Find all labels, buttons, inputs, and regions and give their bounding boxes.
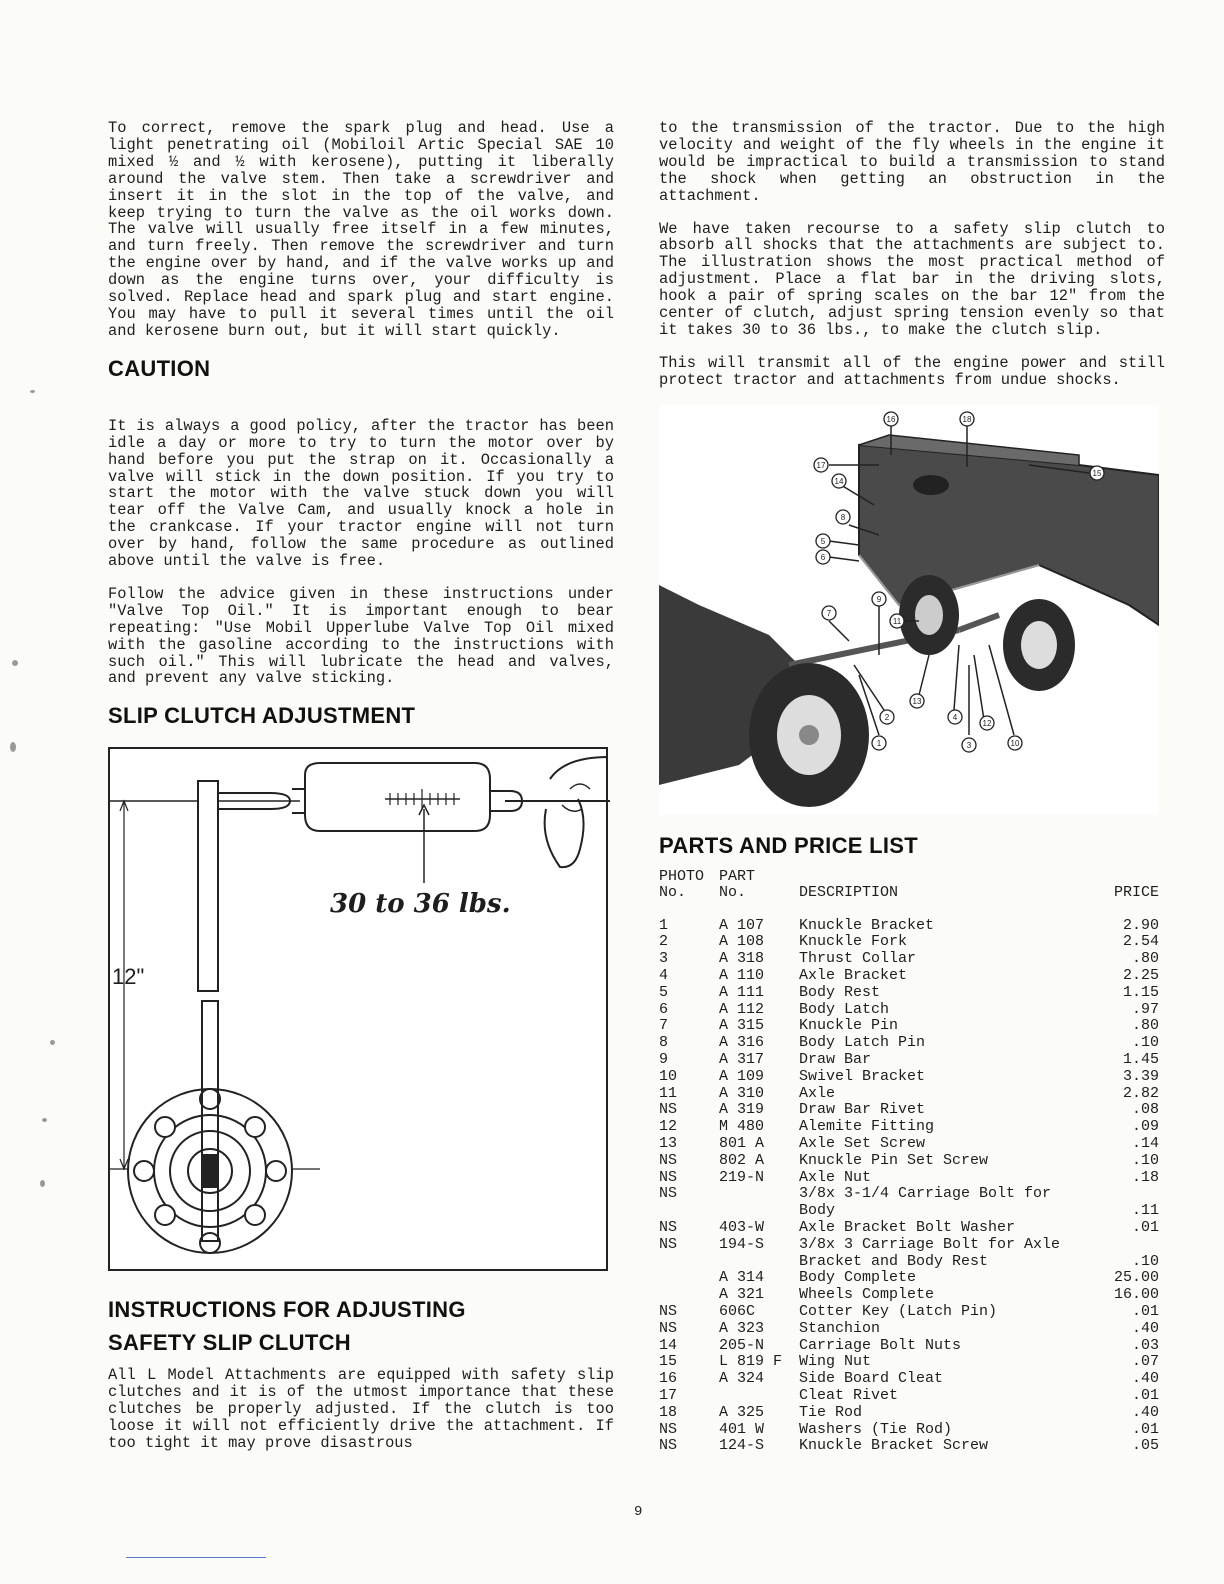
parts-row (659, 968, 1159, 985)
part-no-cell: A 315 (719, 1017, 765, 1035)
parts-row (659, 951, 1159, 968)
photo-no-cell: 13 (659, 1135, 678, 1153)
photo-no-cell: 1 (659, 916, 669, 934)
photo-no-cell: NS (659, 1319, 678, 1337)
callout-6 (816, 550, 830, 564)
engine-power-paragraph: This will transmit all of the engine power and still protect tractor and attachments from undue shocks. (659, 353, 1165, 389)
price-cell (1089, 1237, 1159, 1254)
clutch-drawing (110, 749, 610, 1273)
part-no-cell: A 317 (719, 1051, 765, 1069)
description-cell: Cotter Key (Latch Pin) (799, 1303, 998, 1321)
description-cell: Knuckle Bracket (799, 916, 935, 934)
description-cell: Wheels Complete (799, 1286, 935, 1304)
photo-no-cell: NS (659, 1437, 678, 1455)
svg-text:11: 11 (892, 616, 902, 626)
callout-7 (822, 606, 836, 620)
description-cell: Body Rest (799, 983, 881, 1001)
part-no-cell: 219-N (719, 1168, 765, 1186)
parts-row (659, 1304, 1159, 1321)
photo-no-cell: 17 (659, 1387, 678, 1404)
part-no-cell: 802 A (719, 1151, 765, 1169)
photo-no-cell: 10 (659, 1067, 678, 1085)
description-cell: Axle Set Screw (799, 1135, 926, 1153)
valve-top-oil-paragraph: Follow the advice given in these instructions under "Valve Top Oil." It is important enough to bear repeating: "Use Mobil Upperlube Valve Top Oil mixed with the gasoline according to the instructions with such oil." This will lubricate the head and valves, and prevent any valve sticking. (108, 584, 614, 688)
part-no-cell: A 323 (719, 1319, 765, 1337)
description-cell: Washers (Tie Rod) (799, 1420, 953, 1438)
parts-row (659, 934, 1159, 951)
cart-photo (659, 405, 1159, 815)
scan-speck (40, 1180, 45, 1187)
photo-no-cell: NS (659, 1101, 678, 1119)
page-number: 9 (634, 1504, 643, 1520)
photo-no-cell (659, 1287, 719, 1304)
price-cell: .10 (1131, 1034, 1159, 1052)
photo-no-cell: NS (659, 1219, 678, 1237)
description-cell: Axle (799, 1084, 836, 1102)
price-cell: .97 (1131, 1000, 1159, 1018)
svg-text:3: 3 (966, 740, 972, 750)
description-cell: Draw Bar (799, 1051, 872, 1069)
instructions-heading (108, 1293, 614, 1359)
price-cell: .80 (1131, 1017, 1159, 1035)
price-cell: .05 (1131, 1437, 1159, 1455)
description-cell: Axle Bracket Bolt Washer (799, 1219, 1016, 1237)
photo-no-cell: 9 (659, 1051, 669, 1069)
part-no-cell: A 316 (719, 1034, 765, 1052)
description-cell: Tie Rod (799, 1403, 863, 1421)
part-no-cell: 205-N (719, 1336, 765, 1354)
price-cell: 3.39 (1122, 1067, 1159, 1085)
price-cell: 25.00 (1113, 1269, 1159, 1287)
parts-row (659, 1371, 1159, 1388)
parts-row (659, 1018, 1159, 1035)
scan-speck (30, 390, 35, 393)
parts-row (659, 1170, 1159, 1187)
part-no-cell: A 110 (719, 967, 765, 985)
parts-row (659, 985, 1159, 1002)
parts-row (659, 1102, 1159, 1119)
photo-no-cell: 7 (659, 1017, 669, 1035)
description-cell: Bracket and Body Rest (799, 1252, 989, 1270)
description-cell: Wing Nut (799, 1353, 872, 1371)
photo-no-cell: NS (659, 1168, 678, 1186)
description-cell: 3/8x 3 Carriage Bolt for Axle (799, 1235, 1061, 1253)
parts-row (659, 1153, 1159, 1170)
price-cell: 2.25 (1122, 967, 1159, 985)
svg-text:13: 13 (912, 696, 922, 706)
part-no-cell: 401 W (719, 1420, 765, 1438)
callout-12 (980, 716, 994, 730)
svg-text:18: 18 (962, 414, 972, 424)
parts-row (659, 1338, 1159, 1355)
parts-header-row (659, 869, 1159, 902)
part-no-header: PART No. (719, 867, 756, 902)
photo-no-cell: 18 (659, 1403, 678, 1421)
part-no-cell: A 314 (719, 1269, 765, 1287)
price-cell: 2.54 (1122, 933, 1159, 951)
svg-text:17: 17 (816, 460, 826, 470)
parts-heading: PARTS AND PRICE LIST (659, 832, 919, 858)
price-cell: .03 (1131, 1336, 1159, 1354)
description-cell: Swivel Bracket (799, 1067, 926, 1085)
photo-no-cell: 6 (659, 1000, 669, 1018)
price-cell: .01 (1131, 1219, 1159, 1237)
description-cell: Knuckle Pin (799, 1017, 899, 1035)
callout-10 (1008, 736, 1022, 750)
svg-text:8: 8 (840, 512, 846, 522)
part-no-cell (719, 1388, 799, 1405)
parts-row (659, 1186, 1159, 1203)
slip-clutch-method-paragraph: We have taken recourse to a safety slip clutch to absorb all shocks that the attachments are subject to. The illustration shows the most practical method of adjustment. Place a flat bar in the driving slots, hook a pair of spring scales on the bar 12" from the center of clutch, adjust spring tension evenly so that it takes 30 to 36 lbs., to make the clutch slip. (659, 219, 1165, 339)
part-no-cell: M 480 (719, 1118, 765, 1136)
part-no-cell (719, 1203, 799, 1220)
callout-15 (1090, 466, 1104, 480)
photo-no-cell: 16 (659, 1370, 678, 1388)
parts-row (659, 1052, 1159, 1069)
parts-row (659, 1422, 1159, 1439)
parts-table (659, 869, 1159, 1456)
photo-no-cell (659, 1270, 719, 1287)
price-cell: .01 (1131, 1303, 1159, 1321)
price-cell: .40 (1131, 1403, 1159, 1421)
left-column (108, 120, 614, 1468)
callout-1 (872, 736, 886, 750)
parts-row (659, 1086, 1159, 1103)
instructions-heading-line1: INSTRUCTIONS FOR ADJUSTING (108, 1297, 466, 1323)
price-cell: .14 (1131, 1135, 1159, 1153)
part-no-cell: A 111 (719, 983, 765, 1001)
callout-2 (880, 710, 894, 724)
parts-row (659, 1254, 1159, 1271)
svg-text:4: 4 (952, 712, 958, 722)
photo-no-cell: NS (659, 1185, 678, 1203)
svg-text:1: 1 (876, 738, 882, 748)
slip-clutch-diagram (108, 747, 608, 1271)
scan-speck (50, 1040, 55, 1045)
part-no-cell: A 319 (719, 1101, 765, 1119)
description-cell: 3/8x 3-1/4 Carriage Bolt for (799, 1185, 1052, 1203)
price-cell: .18 (1131, 1168, 1159, 1186)
description-cell: Thrust Collar (799, 950, 917, 968)
description-cell: Carriage Bolt Nuts (799, 1336, 962, 1354)
parts-row (659, 1388, 1159, 1405)
right-column (659, 120, 1165, 1455)
photo-no-cell (659, 1254, 719, 1271)
description-cell: Alemite Fitting (799, 1118, 935, 1136)
description-header: DESCRIPTION (799, 884, 899, 902)
price-cell: 1.15 (1122, 983, 1159, 1001)
svg-text:14: 14 (834, 476, 844, 486)
photo-no-cell (659, 1203, 719, 1220)
parts-row (659, 1321, 1159, 1338)
photo-no-cell: NS (659, 1151, 678, 1169)
callout-16 (884, 412, 898, 426)
dimension-label: 12" (112, 964, 145, 990)
scale-reading-label: 30 to 36 lbs. (330, 889, 511, 920)
parts-row (659, 1119, 1159, 1136)
instructions-heading-line2: SAFETY SLIP CLUTCH (108, 1330, 351, 1356)
part-no-cell: A 324 (719, 1370, 765, 1388)
parts-row (659, 918, 1159, 935)
part-no-cell: A 318 (719, 950, 765, 968)
photo-no-cell: 8 (659, 1034, 669, 1052)
svg-text:2: 2 (884, 712, 890, 722)
callout-3 (962, 738, 976, 752)
svg-text:9: 9 (876, 594, 882, 604)
callout-11 (890, 614, 904, 628)
svg-text:12: 12 (982, 718, 992, 728)
part-no-cell (719, 1186, 799, 1203)
price-cell: .40 (1131, 1319, 1159, 1337)
part-no-cell: A 310 (719, 1084, 765, 1102)
parts-row (659, 1405, 1159, 1422)
photo-no-cell: 11 (659, 1084, 678, 1102)
part-no-cell: 801 A (719, 1135, 765, 1153)
description-cell: Knuckle Pin Set Screw (799, 1151, 989, 1169)
price-cell: .01 (1131, 1387, 1159, 1404)
part-no-cell: A 108 (719, 933, 765, 951)
photo-no-cell: 4 (659, 967, 669, 985)
caution-paragraph: It is always a good policy, after the tractor has been idle a day or more to try to turn the motor over by hand before you put the strap on it. Occasionally a valve will stick in the down position. If you try to start the motor with the valve stuck down you will tear off the Valve Cam, and usually knock a hole in the crankcase. If your tractor engine will not turn over by hand, follow the same procedure as outlined above until the valve is free. (108, 416, 614, 571)
price-header: PRICE (1113, 884, 1159, 902)
price-cell: .40 (1131, 1370, 1159, 1388)
callout-13 (910, 694, 924, 708)
scan-speck (10, 742, 16, 752)
parts-row (659, 1203, 1159, 1220)
parts-row (659, 1438, 1159, 1455)
parts-row (659, 1136, 1159, 1153)
parts-row (659, 1220, 1159, 1237)
valve-fix-paragraph: To correct, remove the spark plug and head. Use a light penetrating oil (Mobiloil Artic Special SAE 10 mixed ½ and ½ with kerosene), putting it liberally around the valve stem. Then take a screwdriver and insert it in the slot in the top of the valve, and keep trying to turn the valve as the oil works down. The valve will usually free itself in a few minutes, and turn freely. Then remove the screwdriver and turn the engine over by hand, and if the valve works up and down as the engine turns over, your difficulty is solved. Replace head and spark plug and start engine. You may have to pull it several times until the oil and kerosene burn out, but it will start quickly. (108, 119, 614, 340)
description-cell: Knuckle Bracket Screw (799, 1437, 989, 1455)
price-cell: .80 (1131, 950, 1159, 968)
caution-heading: CAUTION (108, 355, 211, 381)
part-no-cell: A 321 (719, 1286, 765, 1304)
price-cell: .10 (1131, 1151, 1159, 1169)
description-cell: Body Latch (799, 1000, 890, 1018)
price-cell: .01 (1131, 1420, 1159, 1438)
parts-row (659, 1035, 1159, 1052)
photo-no-cell: NS (659, 1420, 678, 1438)
cart-illustration (659, 405, 1159, 815)
price-cell: 2.82 (1122, 1084, 1159, 1102)
description-cell: Axle Bracket (799, 967, 908, 985)
callout-17 (814, 458, 828, 472)
svg-text:10: 10 (1010, 738, 1020, 748)
part-no-cell: 606C (719, 1303, 756, 1321)
photo-no-cell: NS (659, 1303, 678, 1321)
instructions-paragraph: All L Model Attachments are equipped with safety slip clutches and it is of the utmost importance that these clutches be properly adjusted. If the clutch is too loose it will not efficiently drive the attachment. If too tight it may prove disastrous (108, 1366, 614, 1452)
description-cell: Body (799, 1202, 836, 1220)
part-no-cell: A 107 (719, 916, 765, 934)
callout-4 (948, 710, 962, 724)
parts-row (659, 1354, 1159, 1371)
description-cell: Knuckle Fork (799, 933, 908, 951)
parts-row (659, 1069, 1159, 1086)
photo-no-cell: 15 (659, 1353, 678, 1371)
parts-body (659, 918, 1159, 1456)
photo-no-cell: 14 (659, 1336, 678, 1354)
part-no-cell: 124-S (719, 1437, 765, 1455)
callout-8 (836, 510, 850, 524)
callout-9 (872, 592, 886, 606)
scan-speck (12, 660, 18, 666)
description-cell: Stanchion (799, 1319, 881, 1337)
part-no-cell: A 109 (719, 1067, 765, 1085)
photo-no-header: PHOTO No. (659, 867, 705, 902)
svg-text:16: 16 (886, 414, 896, 424)
photo-no-cell: 3 (659, 950, 669, 968)
part-no-cell: A 112 (719, 1000, 765, 1018)
description-cell: Draw Bar Rivet (799, 1101, 926, 1119)
parts-row (659, 1287, 1159, 1304)
description-cell: Cleat Rivet (799, 1387, 899, 1404)
description-cell: Body Complete (799, 1269, 917, 1287)
price-cell: .09 (1131, 1118, 1159, 1136)
description-cell: Axle Nut (799, 1168, 872, 1186)
footer-rule (126, 1557, 266, 1558)
svg-text:5: 5 (820, 536, 826, 546)
price-cell: 2.90 (1122, 916, 1159, 934)
parts-row (659, 1002, 1159, 1019)
callout-14 (832, 474, 846, 488)
part-no-cell (719, 1254, 799, 1271)
price-cell: .10 (1131, 1252, 1159, 1270)
part-no-cell: L 819 F (719, 1353, 783, 1371)
part-no-cell: A 325 (719, 1403, 765, 1421)
slip-clutch-heading: SLIP CLUTCH ADJUSTMENT (108, 703, 416, 729)
parts-row (659, 1237, 1159, 1254)
svg-text:15: 15 (1092, 468, 1102, 478)
price-cell: 1.45 (1122, 1051, 1159, 1069)
part-no-cell: 403-W (719, 1219, 765, 1237)
price-cell: .11 (1131, 1202, 1159, 1220)
scan-speck (42, 1118, 47, 1122)
price-cell: .07 (1131, 1353, 1159, 1371)
photo-no-cell: 5 (659, 983, 669, 1001)
transmission-paragraph: to the transmission of the tractor. Due to the high velocity and weight of the fly wheels in the engine it would be impractical to build a transmission to stand the shock when getting an obstruction in the attachment. (659, 119, 1165, 205)
svg-text:6: 6 (820, 552, 826, 562)
price-cell: .08 (1131, 1101, 1159, 1119)
callout-5 (816, 534, 830, 548)
photo-no-cell: NS (659, 1235, 678, 1253)
svg-text:7: 7 (826, 608, 832, 618)
description-cell: Body Latch Pin (799, 1034, 926, 1052)
description-cell: Side Board Cleat (799, 1370, 944, 1388)
photo-no-cell: 12 (659, 1118, 678, 1136)
photo-no-cell: 2 (659, 933, 669, 951)
price-cell (1089, 1186, 1159, 1203)
parts-row (659, 1270, 1159, 1287)
price-cell: 16.00 (1113, 1286, 1159, 1304)
callout-18 (960, 412, 974, 426)
part-no-cell: 194-S (719, 1235, 765, 1253)
